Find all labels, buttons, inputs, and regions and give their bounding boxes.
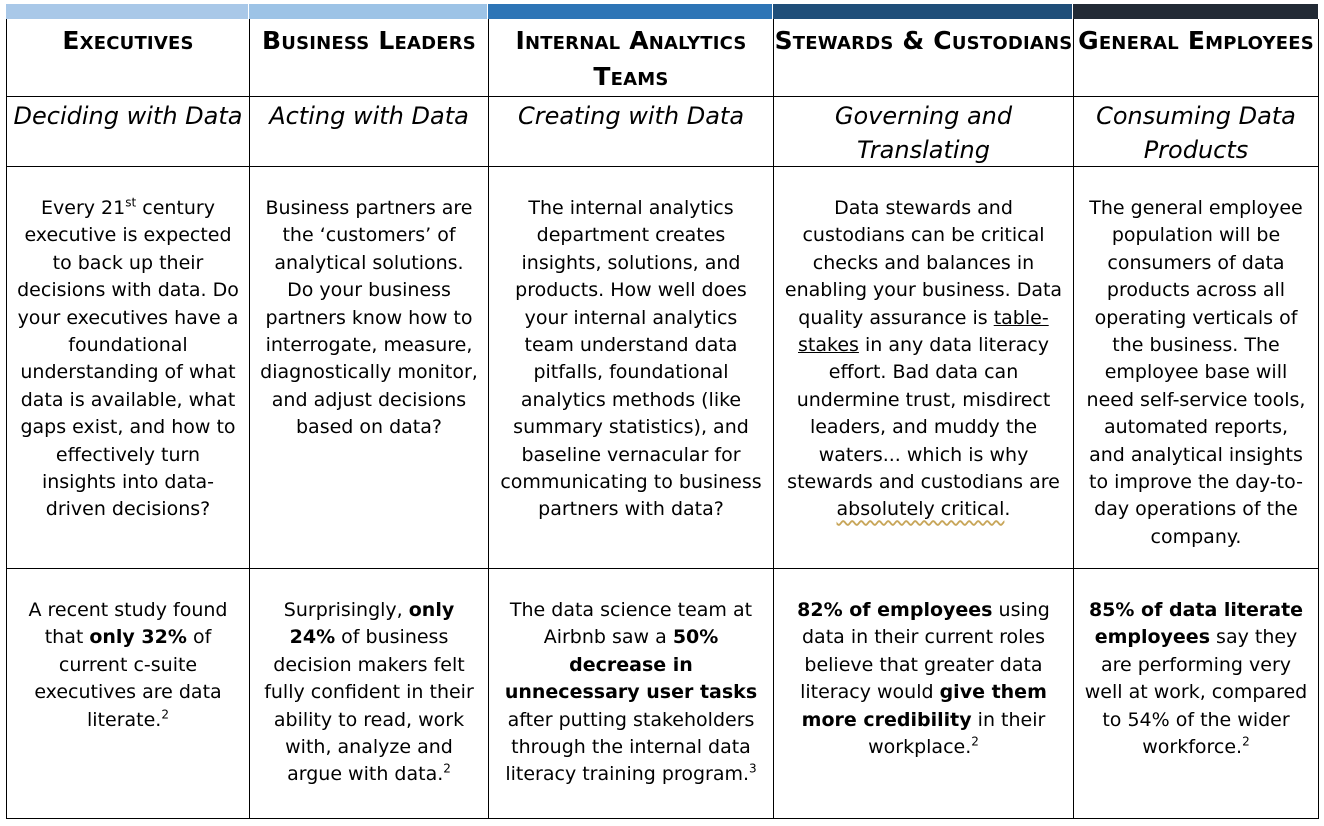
color-bar-stewards	[773, 4, 1073, 19]
color-bar-general-employees	[1073, 4, 1319, 19]
heading-text: General Employees	[1078, 26, 1314, 55]
description-business-leaders: Business partners are the ‘customers’ of analytical solutions. Do your business partners know how to interrogate, measure, diagnostically monitor, and adjust decisions based on data?	[249, 167, 488, 569]
spellcheck-flagged-text: absolutely critical	[836, 498, 1005, 521]
stat-highlight: give them more credibility	[801, 681, 1047, 731]
stat-internal-analytics	[488, 569, 773, 819]
stat-text: Surprisingly,	[283, 599, 409, 621]
stat-highlight: 82% of employees	[797, 599, 993, 621]
heading-internal-analytics	[488, 19, 773, 97]
heading-text: Internal Analytics Teams	[515, 26, 747, 91]
description-executives	[6, 167, 249, 569]
heading-general-employees	[1073, 19, 1319, 97]
stat-highlight: 50% decrease in unnecessary user tasks	[504, 626, 758, 704]
desc-text: Data stewards and custodians can be critical checks and balances in enabling your business. Data quality assurance is	[784, 197, 1063, 329]
desc-text: Every 21	[41, 197, 126, 219]
desc-text: in any data literacy effort. Bad data can undermine trust, misdirect leaders, and muddy the waters... which is why stewards and custodians are	[787, 334, 1060, 494]
stat-text: of current c-suite executives are data literate.	[34, 626, 222, 731]
description-stewards	[773, 167, 1073, 569]
stat-text: of business decision makers felt fully confident in their ability to read, work with, analyze and argue with data.	[264, 626, 474, 786]
stat-text: A recent study found that	[28, 599, 228, 649]
persona-table	[6, 4, 1319, 819]
stat-text: after putting stakeholders through the internal data literacy training program.	[505, 708, 755, 786]
heading-text: Stewards & Custodians	[774, 26, 1073, 55]
color-bar-internal-analytics	[488, 4, 773, 19]
stat-stewards	[773, 569, 1073, 819]
desc-text: .	[1004, 498, 1011, 521]
stat-business-leaders	[249, 569, 488, 819]
footnote-ref: 3	[749, 762, 757, 777]
stat-text: The data science team at Airbnb saw a	[509, 599, 753, 649]
subtitle-internal-analytics: Creating with Data	[488, 97, 773, 167]
stat-text: say they are performing very well at work, compared to 54% of the wider workforce.	[1084, 626, 1308, 759]
color-bar-business-leaders	[249, 4, 488, 19]
footnote-ref: 2	[1242, 734, 1250, 749]
subtitle-stewards: Governing and Translating	[773, 97, 1073, 167]
ordinal-superscript: st	[125, 195, 137, 210]
heading-executives	[6, 19, 249, 97]
subtitle-business-leaders: Acting with Data	[249, 97, 488, 167]
color-bar-executives	[6, 4, 249, 19]
heading-text: Executives	[62, 26, 194, 55]
subtitle-general-employees: Consuming Data Products	[1073, 97, 1319, 167]
subtitle-executives: Deciding with Data	[6, 97, 249, 167]
stat-general-employees	[1073, 569, 1319, 819]
underlined-term: table-stakes	[798, 306, 1049, 357]
stat-highlight: 85% of data literate employees	[1088, 599, 1304, 649]
description-internal-analytics: The internal analytics department creates insights, solutions, and products. How well does your internal analytics team understand data pitfalls, foundational analytics methods (like summary statistics), and baseline vernacular for communicating to business partners with data?	[488, 167, 773, 569]
stat-text: using data in their current roles believe that greater data literacy would	[800, 599, 1050, 704]
heading-business-leaders	[249, 19, 488, 97]
stat-text: in their workplace.	[868, 708, 1046, 759]
heading-stewards	[773, 19, 1073, 97]
stat-executives	[6, 569, 249, 819]
stat-highlight: only 24%	[289, 599, 455, 649]
footnote-ref: 2	[443, 762, 451, 777]
heading-text: Business Leaders	[262, 26, 476, 55]
footnote-ref: 2	[971, 734, 979, 749]
footnote-ref: 2	[161, 707, 169, 722]
desc-text: century executive is expected to back up their decisions with data. Do your executives have a foundational understanding of what data is available, what gaps exist, and how to effectively turn insights into data-driven decisions?	[17, 197, 239, 521]
stat-highlight: only 32%	[89, 626, 187, 649]
description-general-employees: The general employee population will be consumers of data products across all operating verticals of the business. The employee base will need self-service tools, automated reports, and analytical insights to improve the day-to-day operations of the company.	[1073, 167, 1319, 569]
